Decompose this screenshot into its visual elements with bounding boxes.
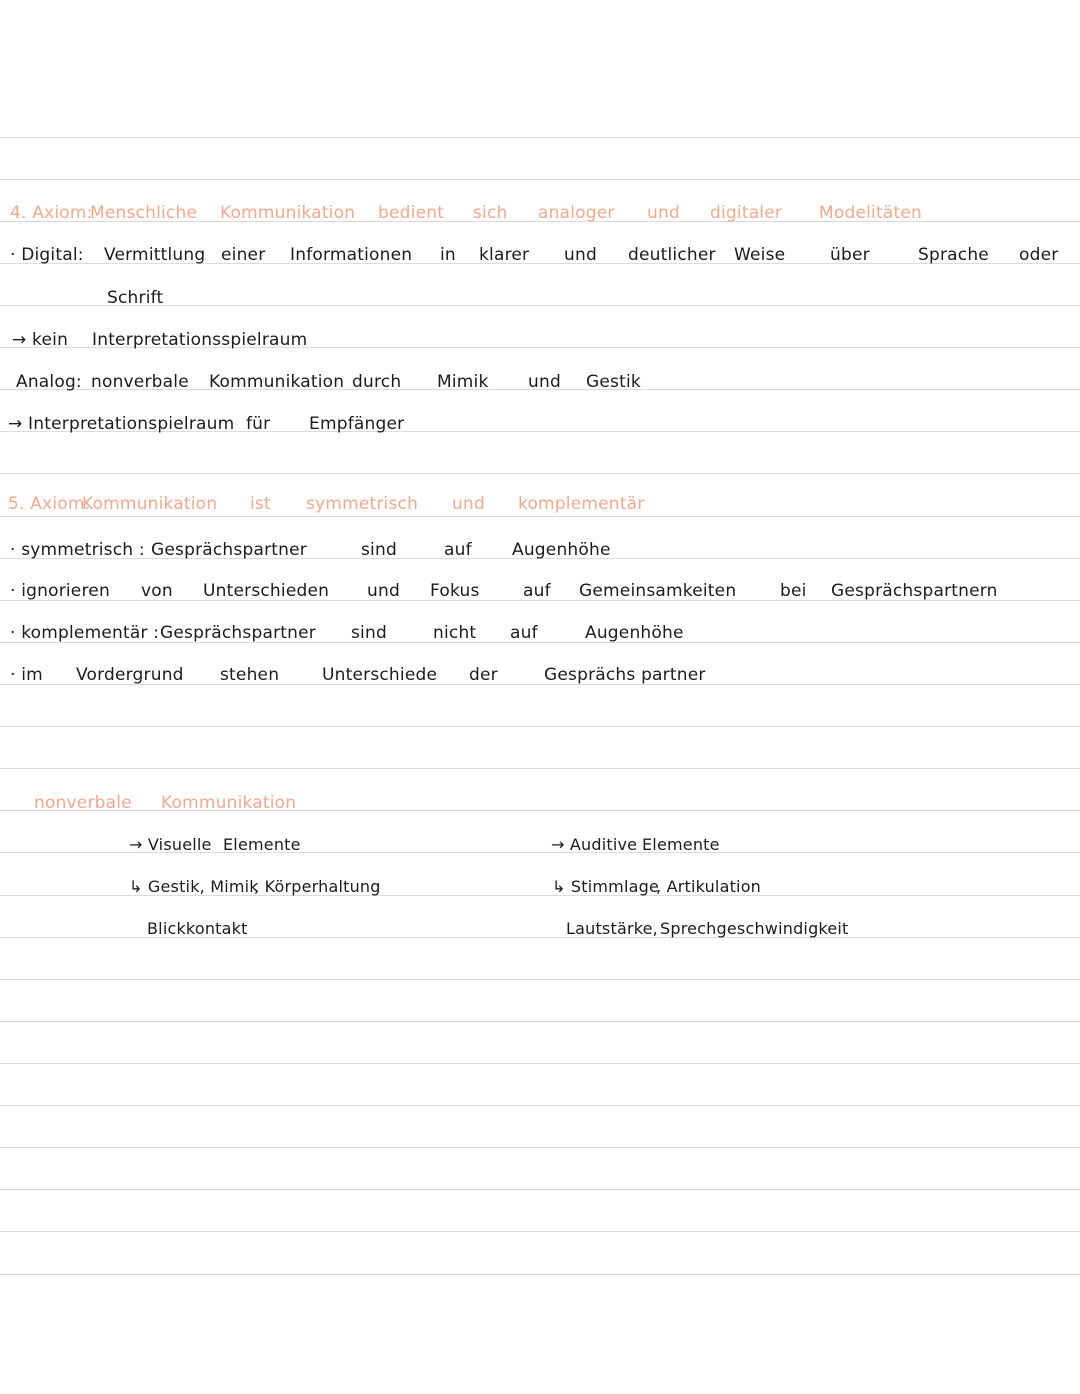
auditive-item: Sprechgeschwindigkeit bbox=[660, 919, 849, 938]
element-items-cont bbox=[0, 914, 1080, 944]
ruled-line bbox=[0, 1021, 1080, 1022]
auditive-item: Lautstärke, bbox=[566, 919, 658, 938]
complementary-definition bbox=[0, 618, 1080, 648]
word: oder bbox=[1019, 245, 1059, 265]
word: Gestik bbox=[586, 372, 641, 392]
ruled-line bbox=[0, 726, 1080, 727]
ruled-line bbox=[0, 473, 1080, 474]
word: Gesprächspartnern bbox=[831, 581, 998, 601]
word: einer bbox=[221, 245, 266, 265]
element-titles bbox=[0, 830, 1080, 860]
word: klarer bbox=[479, 245, 530, 265]
ruled-line bbox=[0, 1274, 1080, 1275]
word: Augenhöhe bbox=[585, 623, 684, 643]
word: auf bbox=[510, 623, 538, 643]
word: Unterschiede bbox=[322, 665, 438, 685]
heading-word: Kommunikation bbox=[220, 203, 356, 223]
ruled-line bbox=[0, 137, 1080, 138]
heading-word: symmetrisch bbox=[306, 494, 419, 514]
word: Mimik bbox=[437, 372, 489, 392]
auditive-title: → Auditive bbox=[551, 835, 638, 854]
axiom4-heading bbox=[0, 198, 1080, 228]
term: · komplementär : bbox=[10, 623, 160, 643]
word: → kein bbox=[12, 330, 69, 350]
word: nonverbale bbox=[91, 372, 189, 392]
heading-word: analoger bbox=[538, 203, 615, 223]
word: Fokus bbox=[430, 581, 480, 601]
ruled-line bbox=[0, 1231, 1080, 1232]
heading-word: nonverbale bbox=[34, 793, 132, 813]
visual-title: → Visuelle bbox=[129, 835, 212, 854]
word: Schrift bbox=[107, 288, 164, 308]
ruled-line bbox=[0, 1105, 1080, 1106]
word: und bbox=[564, 245, 597, 265]
word: Empfänger bbox=[309, 414, 405, 434]
word: sind bbox=[351, 623, 387, 643]
word: auf bbox=[444, 540, 472, 560]
symmetric-definition bbox=[0, 535, 1080, 565]
word: durch bbox=[352, 372, 402, 392]
word: Gesprächs partner bbox=[544, 665, 706, 685]
word: sind bbox=[361, 540, 397, 560]
element-items bbox=[0, 872, 1080, 902]
word: → Interpretationspielraum bbox=[8, 414, 235, 434]
word: Informationen bbox=[290, 245, 413, 265]
word: auf bbox=[523, 581, 551, 601]
word: · ignorieren bbox=[10, 581, 110, 601]
word: Augenhöhe bbox=[512, 540, 611, 560]
word: Gesprächspartner bbox=[160, 623, 316, 643]
heading-word: 5. Axiom: bbox=[8, 494, 91, 514]
word: der bbox=[469, 665, 498, 685]
word: Vermittlung bbox=[104, 245, 206, 265]
heading-word: ist bbox=[250, 494, 271, 514]
analog-definition bbox=[0, 367, 1080, 397]
axiom5-heading bbox=[0, 489, 1080, 519]
heading-word: Menschliche bbox=[90, 203, 198, 223]
heading-word: komplementär bbox=[518, 494, 645, 514]
word: und bbox=[528, 372, 561, 392]
heading-word: Kommunikation bbox=[82, 494, 218, 514]
auditive-item: , Artikulation bbox=[656, 877, 762, 896]
digital-result bbox=[0, 325, 1080, 355]
heading-word: Modelitäten bbox=[819, 203, 922, 223]
word: Interpretationsspielraum bbox=[92, 330, 308, 350]
word: Weise bbox=[734, 245, 786, 265]
heading-word: bedient bbox=[378, 203, 445, 223]
ruled-line bbox=[0, 768, 1080, 769]
word: Unterschieden bbox=[203, 581, 330, 601]
term: Analog: bbox=[16, 372, 82, 392]
heading-word: digitaler bbox=[710, 203, 783, 223]
heading-word: und bbox=[452, 494, 485, 514]
auditive-title: Elemente bbox=[642, 835, 720, 854]
heading-word: sich bbox=[473, 203, 508, 223]
ruled-line bbox=[0, 1063, 1080, 1064]
word: deutlicher bbox=[628, 245, 716, 265]
heading-word: und bbox=[647, 203, 680, 223]
word: Gemeinsamkeiten bbox=[579, 581, 737, 601]
word: Kommunikation bbox=[209, 372, 345, 392]
word: Gesprächspartner bbox=[151, 540, 307, 560]
term: · symmetrisch : bbox=[10, 540, 145, 560]
visual-item: Blickkontakt bbox=[147, 919, 248, 938]
term: · Digital: bbox=[10, 245, 84, 265]
symmetric-detail bbox=[0, 576, 1080, 606]
word: nicht bbox=[433, 623, 477, 643]
word: Sprache bbox=[918, 245, 989, 265]
visual-item: ↳ Gestik, Mimik bbox=[129, 877, 259, 896]
visual-item: , Körperhaltung bbox=[254, 877, 381, 896]
nonverbal-heading bbox=[0, 788, 1080, 818]
word: in bbox=[440, 245, 456, 265]
ruled-line bbox=[0, 1189, 1080, 1190]
word: · im bbox=[10, 665, 43, 685]
auditive-item: ↳ Stimmlage bbox=[552, 877, 659, 896]
digital-definition bbox=[0, 240, 1080, 270]
complementary-detail bbox=[0, 660, 1080, 690]
word: Vordergrund bbox=[76, 665, 184, 685]
digital-definition-cont bbox=[0, 283, 1080, 313]
word: über bbox=[830, 245, 870, 265]
word: von bbox=[141, 581, 173, 601]
ruled-line bbox=[0, 179, 1080, 180]
heading-word: Kommunikation bbox=[161, 793, 297, 813]
word: für bbox=[246, 414, 271, 434]
word: und bbox=[367, 581, 400, 601]
heading-word: 4. Axiom: bbox=[10, 203, 93, 223]
ruled-line bbox=[0, 1147, 1080, 1148]
analog-result bbox=[0, 409, 1080, 439]
word: bei bbox=[780, 581, 807, 601]
ruled-line bbox=[0, 979, 1080, 980]
word: stehen bbox=[220, 665, 280, 685]
visual-title: Elemente bbox=[223, 835, 301, 854]
